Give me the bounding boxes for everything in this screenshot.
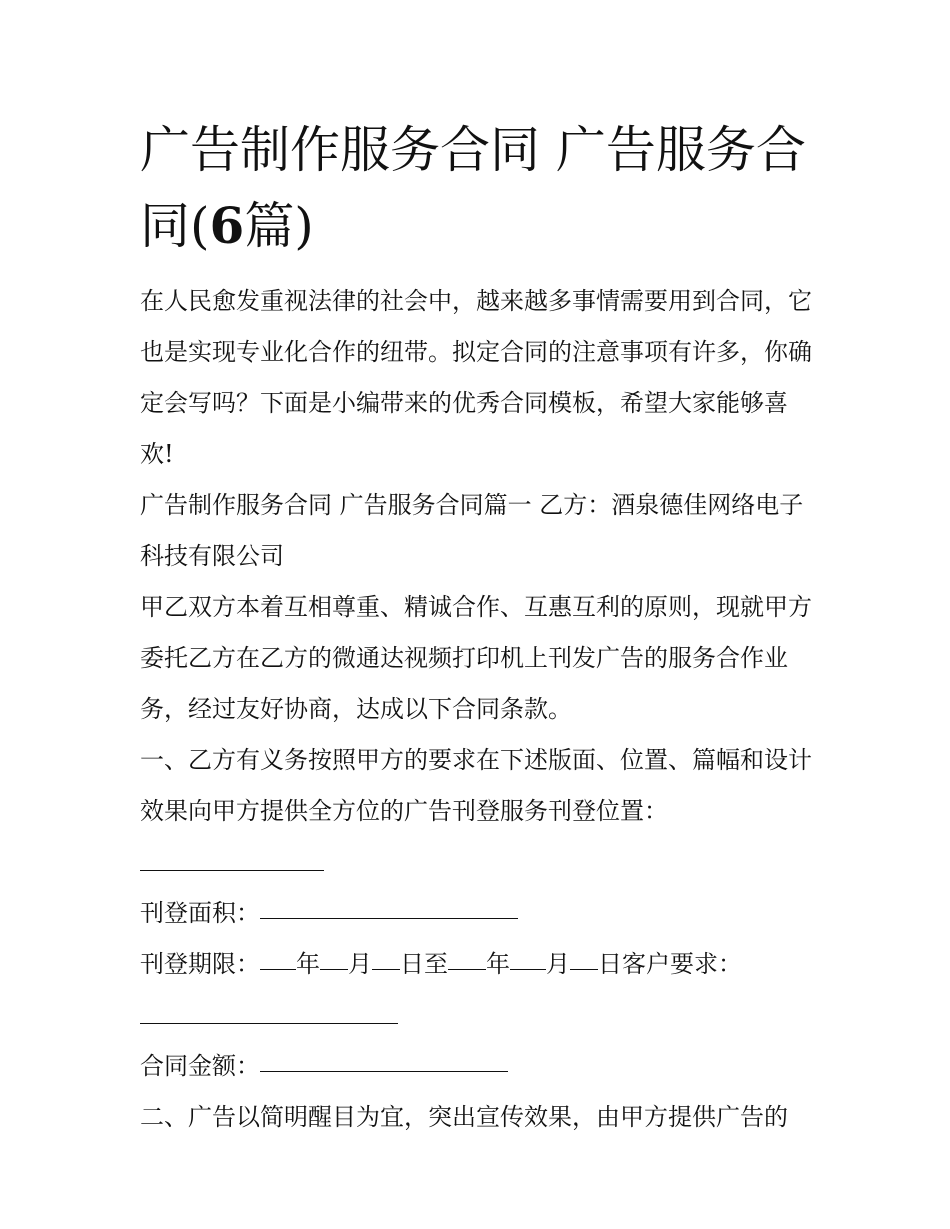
section-heading: 广告制作服务合同 广告服务合同篇一 乙方：酒泉德佳网络电子科技有限公司 [140, 491, 804, 570]
placement-blank-line [140, 837, 812, 888]
area-blank [260, 918, 518, 919]
clause-1: 一、乙方有义务按照甲方的要求在下述版面、位置、篇幅和设计效果向甲方提供全方位的广告刊登服务刊登位置： [140, 746, 812, 825]
document-body [140, 276, 812, 1143]
title-text-part2: 篇) [244, 197, 314, 255]
end-month-label: 月 [546, 950, 570, 978]
document-title [140, 112, 820, 264]
placement-blank [140, 870, 324, 871]
client-requirement-blank [140, 1023, 398, 1024]
end-year-label: 年 [486, 950, 510, 978]
principles-paragraph: 甲乙双方本着互相尊重、精诚合作、互惠互利的原则，现就甲方委托乙方在乙方的微通达视频打印机上刊发广告的服务合作业务，经过友好协商，达成以下合同条款。 [140, 593, 812, 723]
start-day-blank [372, 969, 400, 970]
client-requirement-blank-line [140, 990, 812, 1041]
clause-2: 二、广告以简明醒目为宜，突出宣传效果，由甲方提供广告的 [140, 1103, 788, 1131]
intro-paragraph: 在人民愈发重视法律的社会中，越来越多事情需要用到合同，它也是实现专业化合作的纽带。拟定合同的注意事项有许多，你确定会写吗？下面是小编带来的优秀合同模板，希望大家能够喜欢! [140, 287, 812, 468]
amount-label: 合同金额： [140, 1052, 260, 1080]
day-to-label: 日至 [400, 950, 448, 978]
area-line [140, 888, 812, 939]
start-month-label: 月 [348, 950, 372, 978]
title-count: 6 [209, 196, 245, 255]
area-label: 刊登面积： [140, 899, 260, 927]
end-day-blank [570, 969, 598, 970]
start-month-blank [320, 969, 348, 970]
amount-blank [260, 1071, 508, 1072]
period-label: 刊登期限： [140, 950, 260, 978]
start-year-blank [260, 969, 296, 970]
end-month-blank [510, 969, 546, 970]
client-requirement-label: 日客户要求： [598, 950, 742, 978]
title-text-part1: 广告制作服务合同 广告服务合同( [140, 121, 806, 255]
start-year-label: 年 [296, 950, 320, 978]
amount-line [140, 1041, 812, 1092]
end-year-blank [448, 969, 486, 970]
period-line [140, 939, 812, 990]
